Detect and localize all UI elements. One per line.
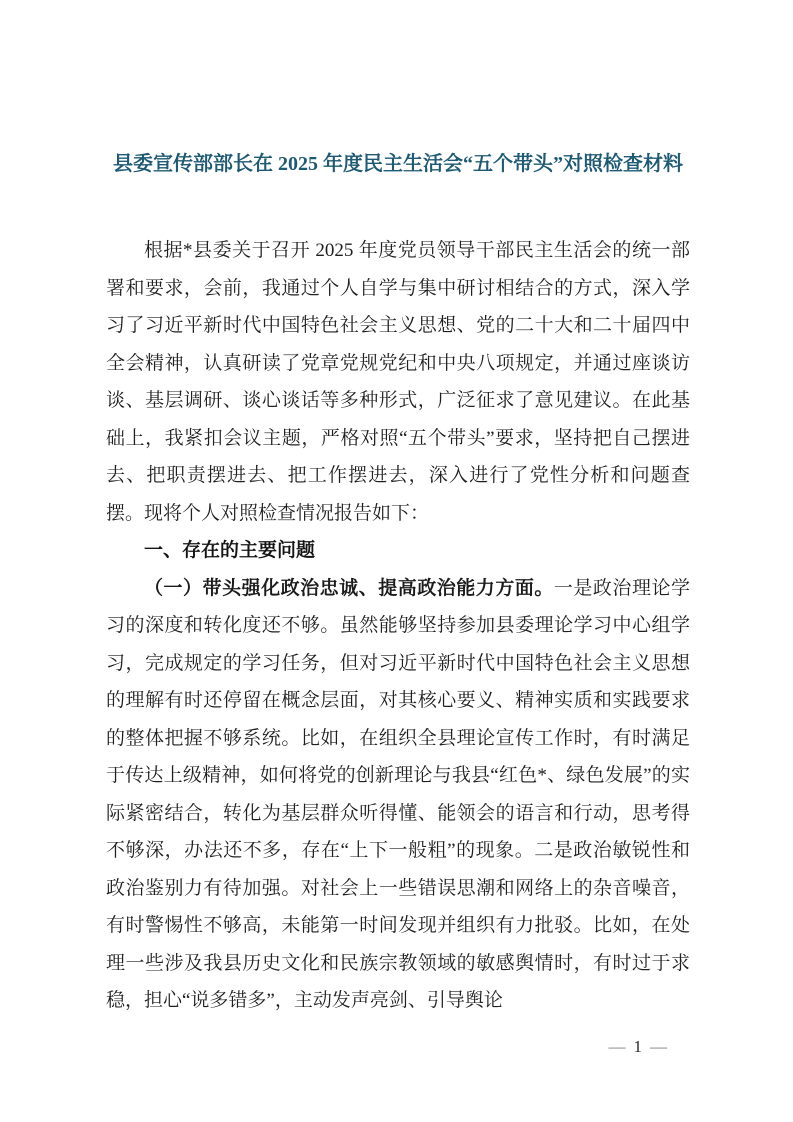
section-item-lead: （一）带头强化政治忠诚、提高政治能力方面。 bbox=[144, 577, 554, 599]
document-content bbox=[106, 146, 690, 1020]
document-title: 县委宣传部部长在 2025 年度民主生活会“五个带头”对照检查材料 bbox=[113, 153, 683, 175]
section-item-paragraph bbox=[106, 570, 690, 1020]
footer-dash-left: — bbox=[608, 1037, 627, 1056]
footer-dash-right: — bbox=[650, 1037, 668, 1056]
intro-paragraph: 根据*县委关于召开 2025 年度党员领导干部民主生活会的统一部署和要求，会前，我通过个人自学与集中研讨相结合的方式，深入学习了习近平新时代中国特色社会主义思想、党的二十大和二十届四中全会精神，认真研读了党章党规党纪和中央八项规定，并通过座谈访谈、基层调研、谈心谈话等多种形式，广泛征求了意见建议。在此基础上，我紧扣会议主题，严格对照“五个带头”要求，坚持把自己摆进去、把职责摆进去、把工作摆进去，深入进行了党性分析和问题查摆。现将个人对照检查情况报告如下： bbox=[106, 240, 690, 524]
page-footer bbox=[602, 1035, 676, 1059]
section-heading-problems: 一、存在的主要问题 bbox=[144, 540, 316, 561]
section-item-body: 一是政治理论学习的深度和转化度还不够。虽然能够坚持参加县委理论学习中心组学习，完成规定的学习任务，但对习近平新时代中国特色社会主义思想的理解有时还停留在概念层面，对其核心要义、精神实质和实践要求的整体把握不够系统。比如，在组织全县理论宣传工作时，有时满足于传达上级精神，如何将党的创新理论与我县“红色*、绿色发展”的实际紧密结合，转化为基层群众听得懂、能领会的语言和行动，思考得不够深，办法还不多，存在“上下一般粗”的现象。二是政治敏锐性和政治鉴别力有待加强。对社会上一些错误思潮和网络上的杂音噪音，有时警惕性不够高，未能第一时间发现并组织有力批驳。比如，在处理一些涉及我县历史文化和民族宗教领域的敏感舆情时，有时过于求稳，担心“说多错多”，主动发声亮剑、引导舆论 bbox=[106, 577, 690, 1011]
page-number: 1 bbox=[633, 1037, 643, 1056]
